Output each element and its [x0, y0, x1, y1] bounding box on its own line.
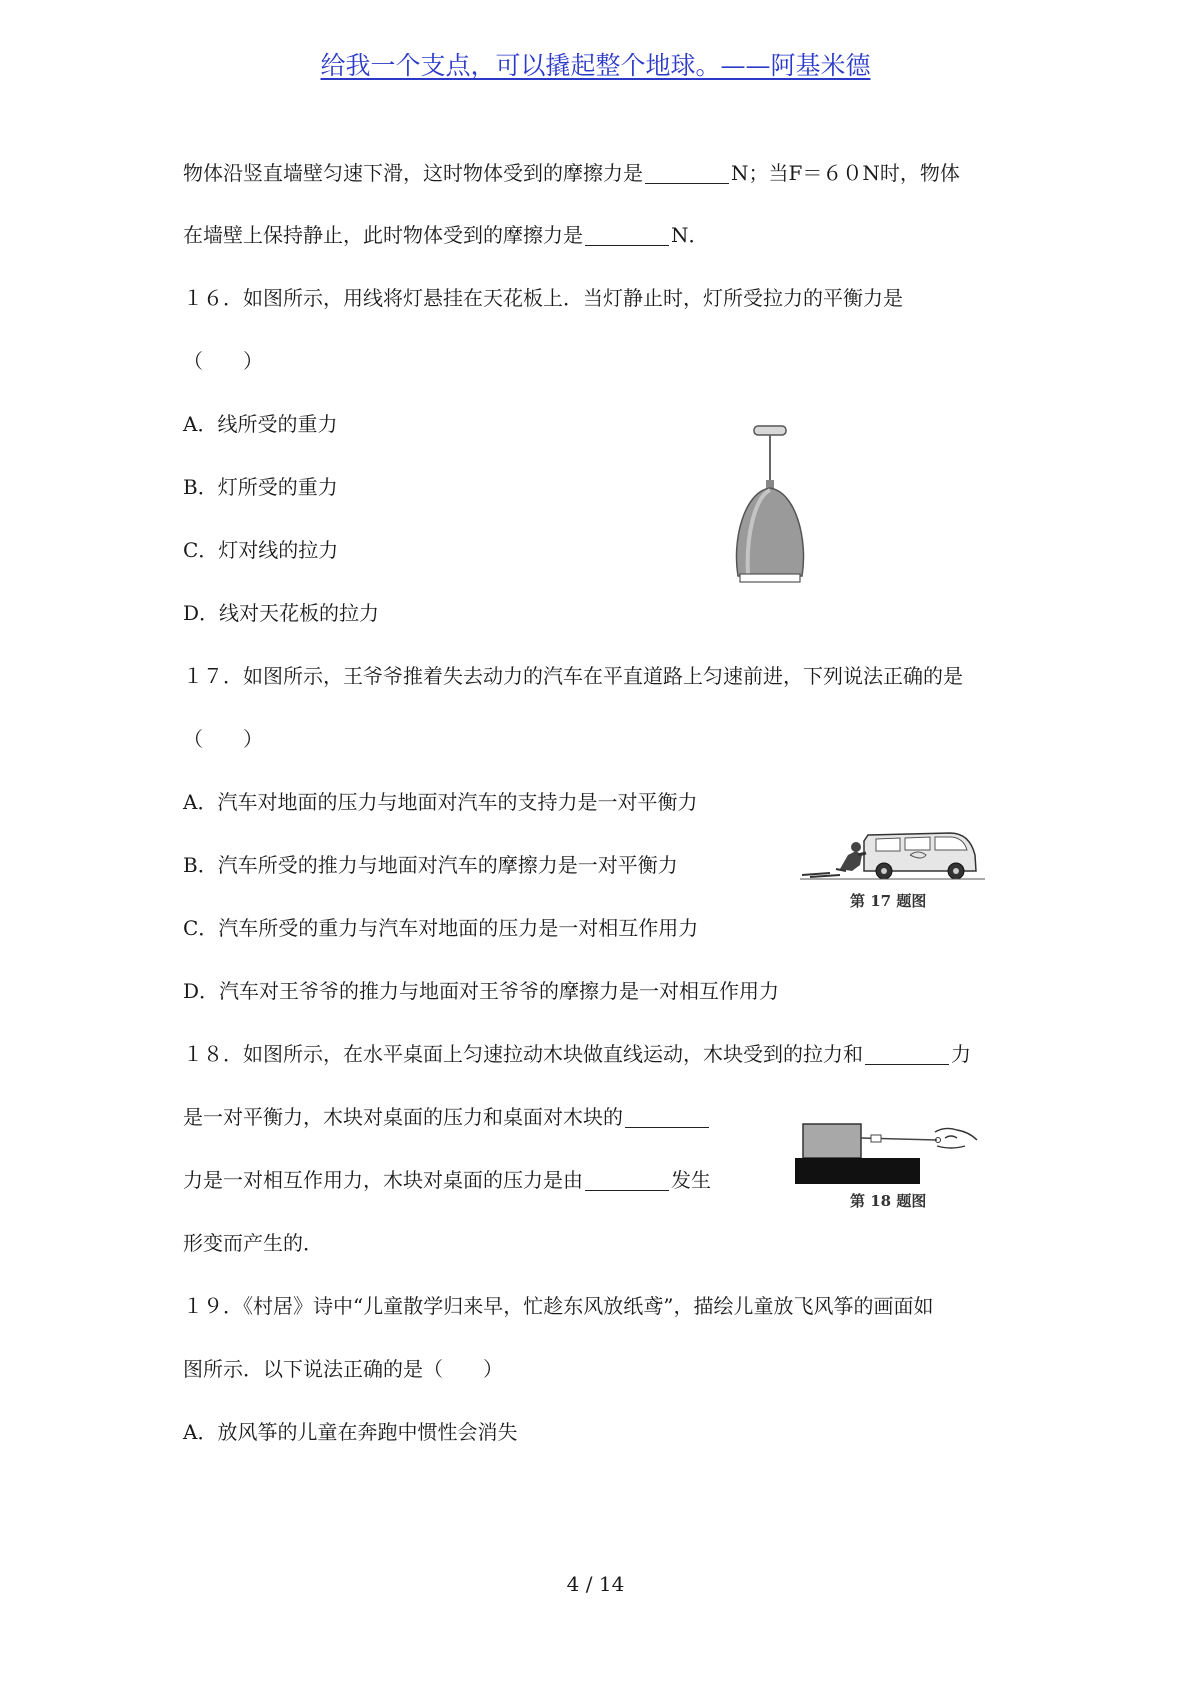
q16-paren: （ ） [183, 349, 263, 373]
q16-option-d: D．线对天花板的拉力 [183, 601, 380, 625]
hanging-lamp-figure [720, 420, 820, 595]
q17-option-a: A．汽车对地面的压力与地面对汽车的支持力是一对平衡力 [183, 790, 698, 814]
page-number: 4 / 14 [566, 1572, 625, 1596]
q18-blank-1[interactable] [865, 1042, 949, 1065]
q15-blank-1[interactable] [645, 161, 729, 184]
q15-line-1 [183, 158, 960, 188]
header-quote-link[interactable]: 给我一个支点，可以撬起整个地球。——阿基米德 [320, 51, 871, 80]
q17-stem: １７．如图所示，王爷爷推着失去动力的汽车在平直道路上匀速前进，下列说法正确的是 [183, 664, 963, 688]
q15-text-1b: N；当F＝６０N时，物体 [731, 161, 960, 185]
q18-line-1 [183, 1039, 971, 1069]
q19-line-2: 图所示．以下说法正确的是（ ） [183, 1357, 503, 1381]
q18-line-2 [183, 1102, 711, 1132]
q15-text-1a: 物体沿竖直墙壁匀速下滑，这时物体受到的摩擦力是 [183, 161, 643, 185]
q18-text-3b: 发生 [671, 1168, 711, 1192]
q15-blank-2[interactable] [585, 223, 669, 246]
q18-text-1b: 力 [951, 1042, 971, 1066]
q18-line-3 [183, 1165, 711, 1195]
q19-line-1: １９．《村居》诗中“儿童散学归来早，忙趁东风放纸鸢”，描绘儿童放飞风筝的画面如 [183, 1294, 934, 1318]
q16-option-b: B．灯所受的重力 [183, 475, 338, 499]
pushing-car-figure [800, 825, 985, 885]
q18-figure-caption: 第 18 题图 [850, 1192, 927, 1210]
q18-blank-3[interactable] [585, 1168, 669, 1191]
q18-text-3a: 力是一对相互作用力，木块对桌面的压力是由 [183, 1168, 583, 1192]
q18-text-2a: 是一对平衡力，木块对桌面的压力和桌面对木块的 [183, 1105, 623, 1129]
q15-text-2b: N． [671, 223, 709, 247]
q17-paren: （ ） [183, 727, 263, 751]
q19-option-a: A．放风筝的儿童在奔跑中惯性会消失 [183, 1420, 518, 1444]
q17-option-d: D．汽车对王爷爷的推力与地面对王爷爷的摩擦力是一对相互作用力 [183, 979, 780, 1003]
q15-text-2a: 在墙壁上保持静止，此时物体受到的摩擦力是 [183, 223, 583, 247]
q17-figure-caption: 第 17 题图 [850, 892, 927, 910]
q15-line-2 [183, 220, 709, 250]
q18-blank-2[interactable] [625, 1105, 709, 1128]
q18-line-4: 形变而产生的． [183, 1231, 323, 1255]
q16-stem: １６．如图所示，用线将灯悬挂在天花板上．当灯静止时，灯所受拉力的平衡力是 [183, 286, 903, 310]
block-on-table-figure [795, 1118, 985, 1186]
q16-option-a: A．线所受的重力 [183, 412, 338, 436]
q17-option-c: C．汽车所受的重力与汽车对地面的压力是一对相互作用力 [183, 916, 699, 940]
q17-option-b: B．汽车所受的推力与地面对汽车的摩擦力是一对平衡力 [183, 853, 678, 877]
q18-text-1a: １８．如图所示，在水平桌面上匀速拉动木块做直线运动，木块受到的拉力和 [183, 1042, 863, 1066]
q16-option-c: C．灯对线的拉力 [183, 538, 339, 562]
